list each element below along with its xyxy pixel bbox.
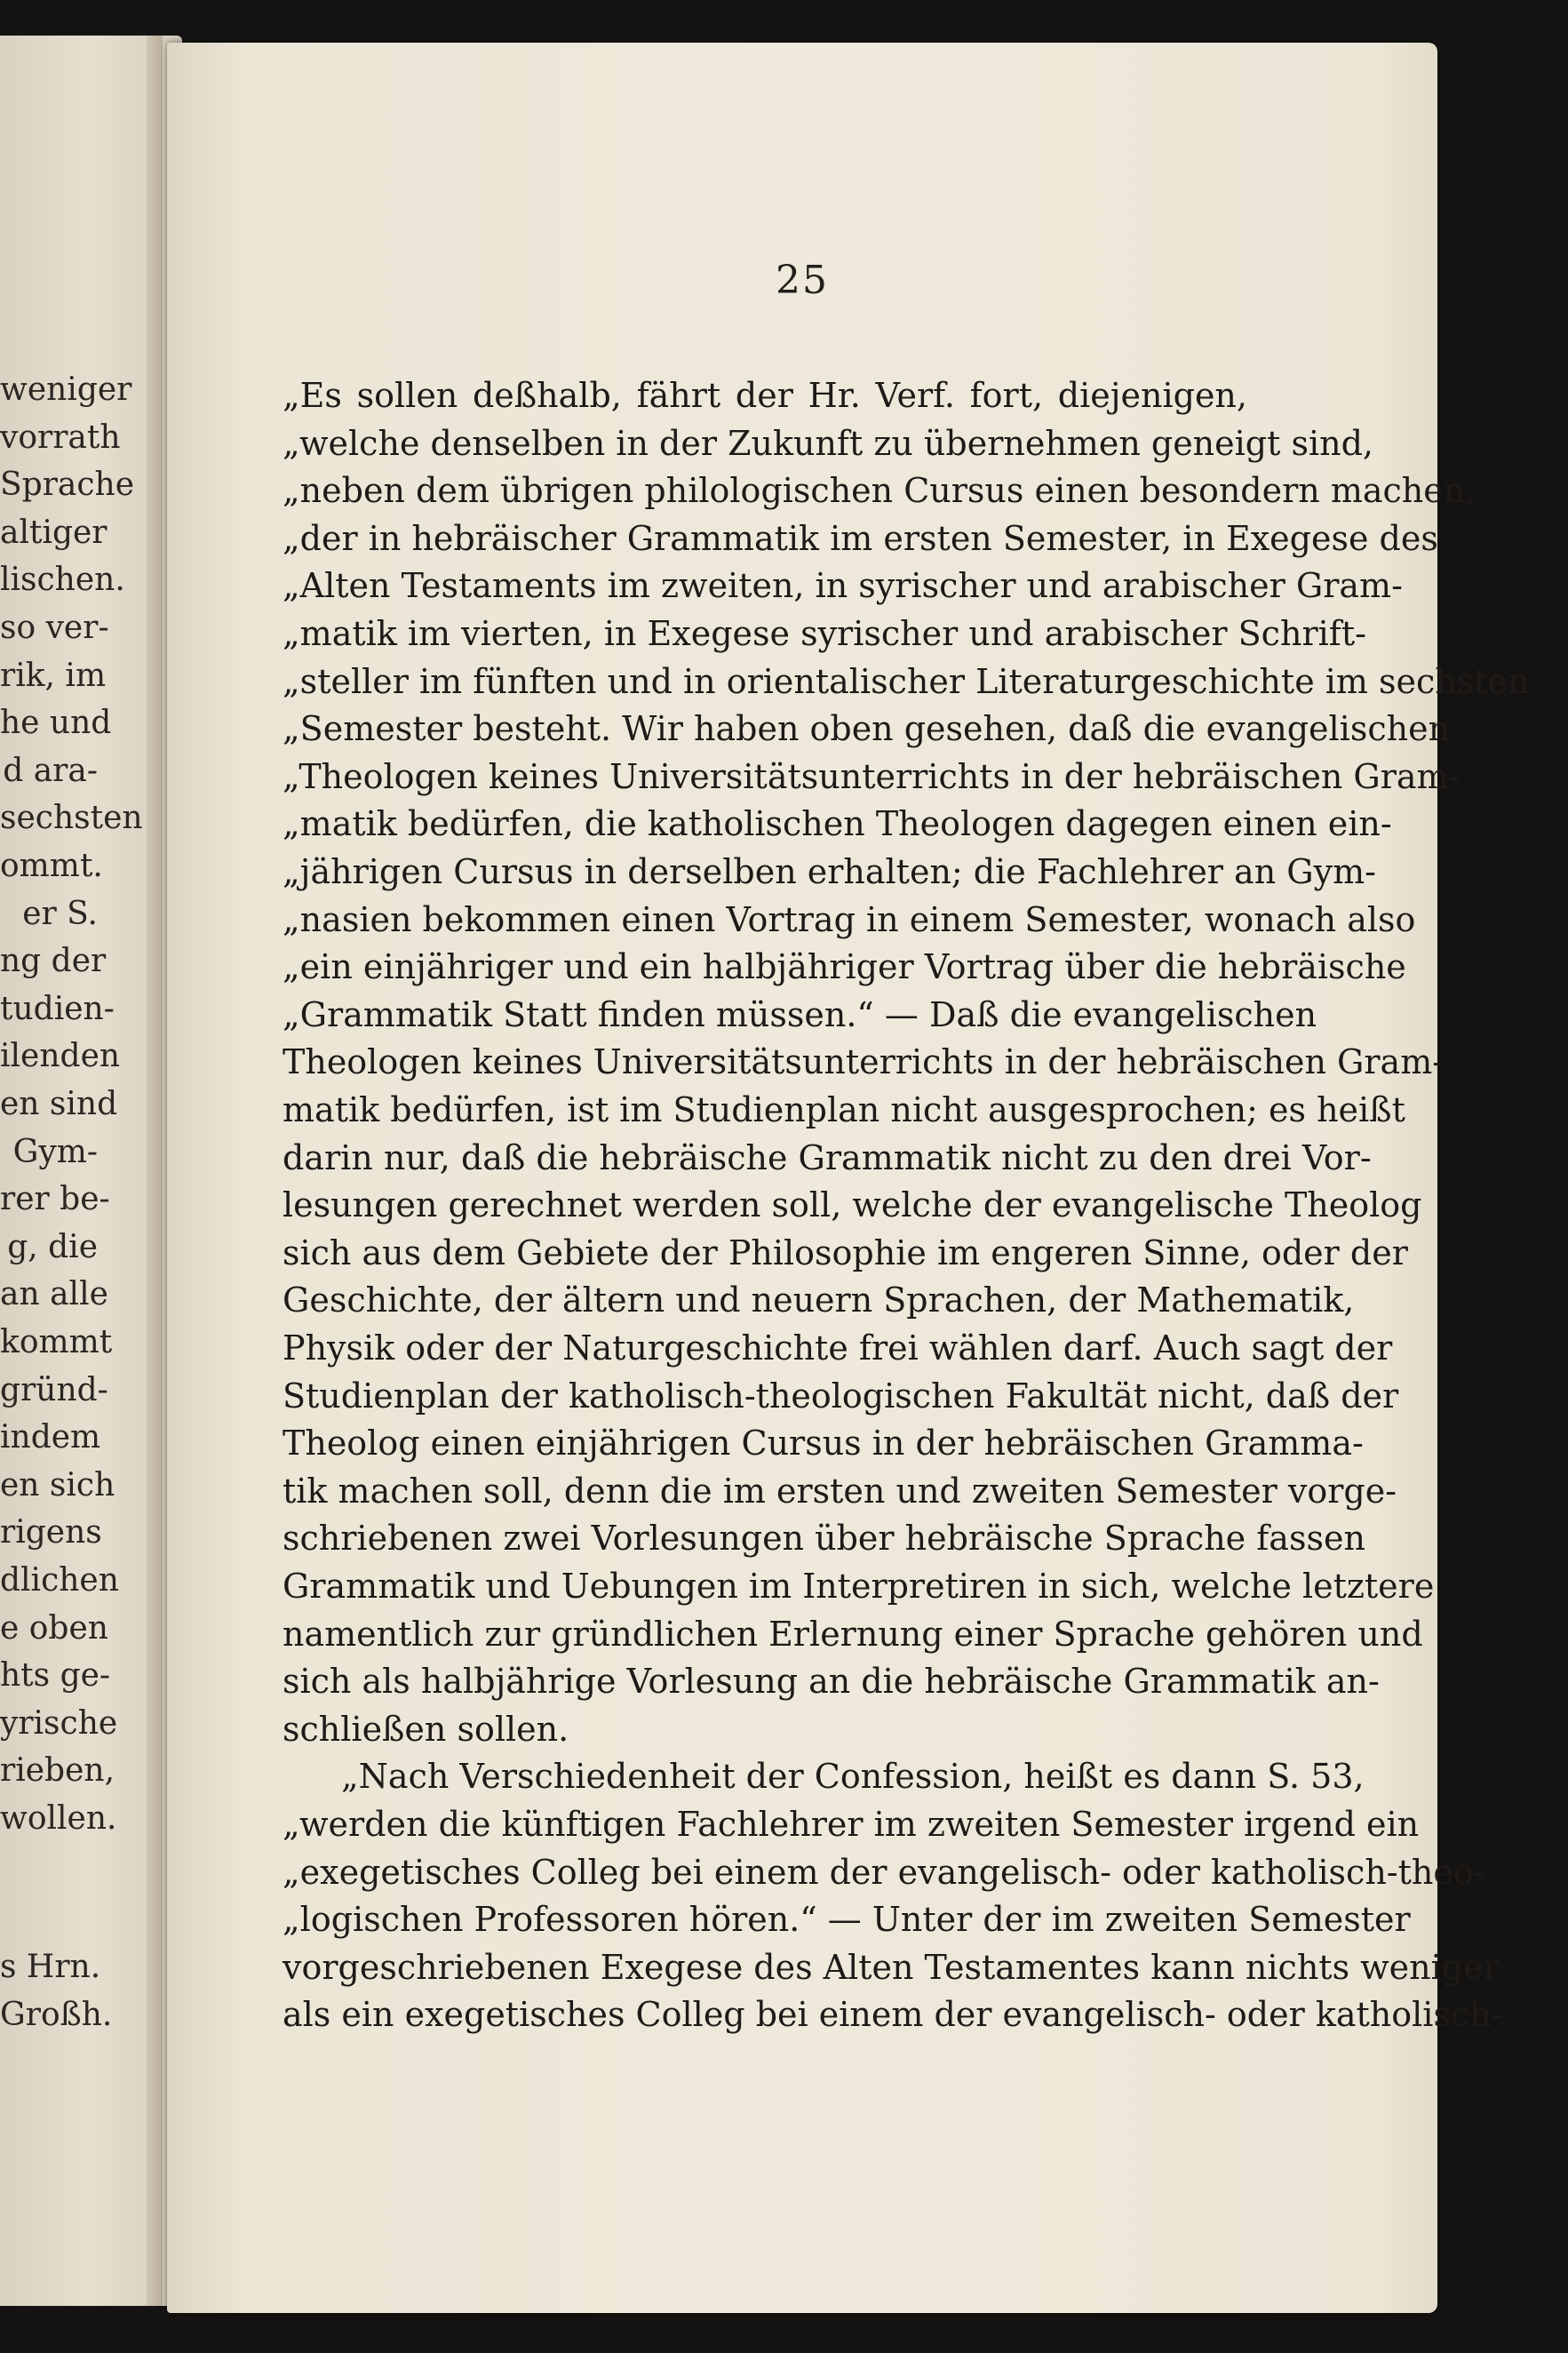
previous-page-line: wollen.: [0, 1800, 117, 1837]
previous-page-line: tudien-: [0, 990, 115, 1027]
text-line: Studienplan der katholisch-theologischen Fakultät nicht, daß der: [283, 1376, 1399, 1416]
text-line: Physik oder der Naturgeschichte frei wählen darf. Auch sagt der: [283, 1328, 1393, 1368]
text-line: „Alten Testaments im zweiten, in syrischer und arabischer Gram-: [283, 566, 1403, 606]
previous-page-line: ilenden: [0, 1038, 121, 1075]
text-line: vorgeschriebenen Exegese des Alten Testamentes kann nichts weniger: [283, 1947, 1500, 1987]
previous-page-line: vorrath: [0, 419, 121, 456]
text-line: schließen sollen.: [283, 1709, 569, 1749]
text-line: „Grammatik Statt finden müssen.“ — Daß die evangelischen: [283, 994, 1317, 1034]
text-line: Geschichte, der ältern und neuern Sprachen, der Mathematik,: [283, 1280, 1355, 1320]
text-line: sich aus dem Gebiete der Philosophie im engeren Sinne, oder der: [283, 1232, 1408, 1272]
previous-page-line: Sprache: [0, 467, 135, 504]
text-line: „der in hebräischer Grammatik im ersten Semester, in Exegese des: [283, 518, 1438, 558]
previous-page-line: ng der: [0, 943, 107, 980]
previous-page-line: rieben,: [0, 1752, 115, 1790]
previous-page-line: rik, im: [0, 657, 107, 694]
text-line: „neben dem übrigen philologischen Cursus einen besondern machen,: [283, 471, 1476, 511]
text-line: Grammatik und Uebungen im Interpretiren in sich, welche letztere: [283, 1567, 1435, 1606]
text-line: „ein einjähriger und ein halbjähriger Vortrag über die hebräische: [283, 947, 1406, 987]
previous-page-line: indem: [0, 1419, 101, 1456]
previous-page-line: Großh.: [0, 1996, 113, 2033]
text-line: „Nach Verschiedenheit der Confession, heißt es dann S. 53,: [341, 1757, 1365, 1797]
previous-page-line: en sich: [0, 1466, 115, 1504]
previous-page-line: altiger: [0, 514, 107, 551]
text-line: „Es sollen deßhalb, fährt der Hr. Verf. fort, diejenigen,: [283, 376, 1247, 415]
text-line: „welche denselben in der Zukunft zu übernehmen geneigt sind,: [283, 423, 1374, 463]
previous-page-line: g, die: [7, 1228, 98, 1265]
text-line: „matik bedürfen, die katholischen Theologen dagegen einen ein-: [283, 804, 1392, 844]
text-line: lesungen gerechnet werden soll, welche der evangelische Theolog: [283, 1185, 1422, 1225]
text-line: „matik im vierten, in Exegese syrischer und arabischer Schrift-: [283, 614, 1366, 653]
previous-page-line: he und: [0, 705, 112, 742]
previous-page-line: kommt: [0, 1324, 113, 1360]
text-line: sich als halbjährige Vorlesung an die hebräische Grammatik an-: [283, 1662, 1380, 1702]
previous-page-line: er S.: [22, 895, 98, 932]
text-line: „logischen Professoren hören.“ — Unter der im zweiten Semester: [283, 1900, 1411, 1940]
text-line: darin nur, daß die hebräische Grammatik nicht zu den drei Vor-: [283, 1137, 1372, 1177]
text-line: matik bedürfen, ist im Studienplan nicht ausgesprochen; es heißt: [283, 1090, 1405, 1129]
text-line: „Semester besteht. Wir haben oben gesehen, daß die evangelischen: [283, 709, 1451, 749]
text-line: schriebenen zwei Vorlesungen über hebräische Sprache fassen: [283, 1519, 1365, 1559]
previous-page-line: gründ-: [0, 1371, 108, 1408]
book-page: [167, 43, 1530, 2313]
text-line: namentlich zur gründlichen Erlernung einer Sprache gehören und: [283, 1614, 1423, 1654]
text-line: als ein exegetisches Colleg bei einem der evangelisch- oder katholisch-: [283, 1995, 1503, 2035]
text-line: „Theologen keines Universitätsunterrichts in der hebräischen Gram-: [283, 756, 1461, 796]
previous-page-line: dlichen: [0, 1562, 119, 1599]
previous-page-line: weniger: [0, 371, 132, 408]
previous-page-line: rigens: [0, 1514, 102, 1551]
text-line: „jährigen Cursus in derselben erhalten; die Fachlehrer an Gym-: [283, 852, 1376, 891]
previous-page-line: e oben: [0, 1609, 108, 1647]
text-line: „exegetisches Colleg bei einem der evangelisch- oder katholisch-theo-: [283, 1852, 1485, 1892]
previous-page-line: lischen.: [0, 562, 125, 599]
previous-page-line: yrische: [0, 1704, 118, 1742]
text-line: „nasien bekommen einen Vortrag in einem Semester, wonach also: [283, 899, 1416, 939]
book-gutter: [147, 36, 163, 2306]
previous-page-line: en sind: [0, 1086, 118, 1122]
previous-page-line: so ver-: [0, 610, 109, 646]
text-line: Theologen keines Universitätsunterrichts in der hebräischen Gram-: [283, 1042, 1445, 1082]
text-line: „werden die künftigen Fachlehrer im zweiten Semester irgend ein: [283, 1805, 1420, 1844]
previous-page-line: sechsten: [0, 800, 143, 837]
previous-page-line: ommt.: [0, 848, 103, 884]
text-line: „steller im fünften und in orientalischer Literaturgeschichte im sechsten: [283, 661, 1530, 701]
text-line: tik machen soll, denn die im ersten und zweiten Semester vorge-: [283, 1471, 1397, 1511]
previous-page-line: Gym-: [12, 1133, 98, 1170]
previous-page-line: rer be-: [0, 1181, 110, 1218]
text-line: Theolog einen einjährigen Cursus in der hebräischen Gramma-: [283, 1424, 1364, 1464]
previous-page-line: an alle: [0, 1276, 108, 1313]
previous-page-line: d ara-: [3, 752, 98, 789]
previous-page-line: hts ge-: [0, 1657, 111, 1695]
previous-page-line: s Hrn.: [0, 1949, 101, 1986]
page-number: 25: [776, 258, 829, 303]
